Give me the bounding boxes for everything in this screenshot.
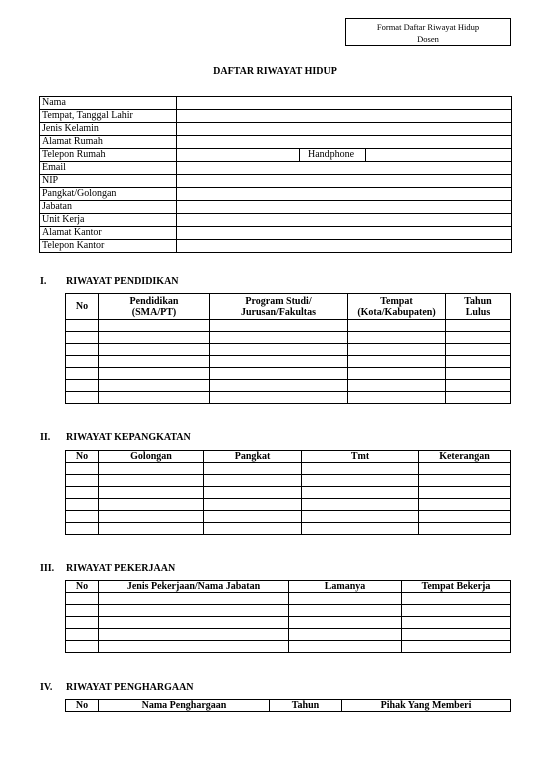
table-cell[interactable] [348,380,446,392]
table-row [66,356,511,368]
table-cell[interactable] [419,511,511,523]
biodata-row [40,97,512,110]
table-row [66,617,511,629]
section-heading-kepangkatan [40,432,191,443]
table-cell[interactable] [446,380,511,392]
table-header-row [66,451,511,463]
table-cell[interactable] [99,487,204,499]
kepangkatan-table [65,450,511,535]
biodata-row [40,201,512,214]
handphone-label: Handphone [300,149,366,162]
table-cell[interactable] [419,463,511,475]
column-header-line: (Kota/Kabupaten) [357,306,436,318]
biodata-value-field[interactable] [177,240,512,253]
biodata-row [40,110,512,123]
table-row [66,344,511,356]
table-header-row [66,700,511,712]
table-cell[interactable] [99,332,210,344]
table-cell[interactable] [99,344,210,356]
table-cell[interactable] [419,499,511,511]
biodata-value-field[interactable] [177,188,512,201]
biodata-row [40,188,512,201]
table-cell[interactable] [348,332,446,344]
table-cell[interactable] [66,320,99,332]
table-cell[interactable] [66,523,99,535]
table-cell[interactable] [99,605,289,617]
table-row [66,380,511,392]
table-row [66,368,511,380]
biodata-row [40,136,512,149]
table-cell[interactable] [446,368,511,380]
column-header: No [66,700,99,712]
form-note-line1: Format Daftar Riwayat Hidup [376,22,480,32]
column-header-line: No [75,301,89,312]
biodata-value-field[interactable] [177,214,512,227]
biodata-value-field[interactable] [177,123,512,136]
table-cell[interactable] [402,617,511,629]
table-cell[interactable] [210,344,348,356]
table-cell[interactable] [348,368,446,380]
penghargaan-table [65,699,511,712]
table-row [66,593,511,605]
column-header: Keterangan [419,451,511,463]
pekerjaan-table [65,580,511,653]
table-cell[interactable] [302,523,419,535]
biodata-label: Email [40,162,177,175]
table-cell[interactable] [302,475,419,487]
biodata-row [40,227,512,240]
biodata-label: Pangkat/Golongan [40,188,177,201]
column-header: Pangkat [204,451,302,463]
biodata-value-field[interactable] [177,175,512,188]
column-header [66,294,99,320]
table-cell[interactable] [66,368,99,380]
biodata-label: Telepon Rumah [40,149,177,162]
table-header-row [66,581,511,593]
biodata-row [40,175,512,188]
table-cell[interactable] [99,641,289,653]
table-cell[interactable] [302,499,419,511]
biodata-label: Alamat Kantor [40,227,177,240]
table-cell[interactable] [66,499,99,511]
biodata-value-field[interactable] [177,97,512,110]
table-cell[interactable] [289,641,402,653]
table-cell[interactable] [204,511,302,523]
biodata-label: Telepon Kantor [40,240,177,253]
section-number: II. [40,432,51,443]
table-cell[interactable] [210,356,348,368]
table-cell[interactable] [210,392,348,404]
biodata-value-field[interactable] [177,201,512,214]
table-cell[interactable] [402,593,511,605]
table-cell[interactable] [289,593,402,605]
section-heading-pendidikan [40,276,179,287]
table-cell[interactable] [66,332,99,344]
table-cell[interactable] [348,356,446,368]
table-row [66,475,511,487]
biodata-label: Nama [40,97,177,110]
table-cell[interactable] [99,320,210,332]
table-row [66,605,511,617]
table-cell[interactable] [446,356,511,368]
table-cell[interactable] [204,523,302,535]
table-cell[interactable] [446,392,511,404]
column-header: Nama Penghargaan [99,700,270,712]
column-header: Golongan [99,451,204,463]
table-cell[interactable] [99,463,204,475]
table-cell[interactable] [99,392,210,404]
biodata-row [40,214,512,227]
column-header: Lamanya [289,581,402,593]
table-cell[interactable] [66,605,99,617]
column-header: No [66,451,99,463]
table-cell[interactable] [446,332,511,344]
biodata-value-field[interactable] [177,227,512,240]
section-heading-penghargaan [40,682,194,693]
table-row [66,641,511,653]
table-row [66,511,511,523]
biodata-label: Alamat Rumah [40,136,177,149]
biodata-row [40,123,512,136]
column-header-line: Jurusan/Fakultas [240,306,317,318]
table-cell[interactable] [210,332,348,344]
form-note-line2: Dosen [417,34,439,44]
section-number: IV. [40,682,53,693]
table-cell[interactable] [99,499,204,511]
table-cell[interactable] [66,617,99,629]
biodata-label: Unit Kerja [40,214,177,227]
table-cell[interactable] [210,380,348,392]
table-cell[interactable] [348,320,446,332]
table-row [66,332,511,344]
table-cell[interactable] [419,487,511,499]
column-header [99,294,210,320]
column-header [210,294,348,320]
table-cell[interactable] [210,368,348,380]
biodata-value-field[interactable] [177,136,512,149]
table-cell[interactable] [99,629,289,641]
handphone-value-field[interactable] [366,149,512,162]
table-row [66,499,511,511]
table-cell[interactable] [66,380,99,392]
table-cell[interactable] [66,641,99,653]
table-cell[interactable] [204,499,302,511]
table-cell[interactable] [289,629,402,641]
table-cell[interactable] [210,320,348,332]
biodata-value-field[interactable] [177,110,512,123]
column-header: Jenis Pekerjaan/Nama Jabatan [99,581,289,593]
table-cell[interactable] [204,463,302,475]
table-cell[interactable] [446,344,511,356]
table-cell[interactable] [402,641,511,653]
table-cell[interactable] [302,511,419,523]
table-cell[interactable] [66,511,99,523]
column-header [446,294,511,320]
column-header: No [66,581,99,593]
section-title: RIWAYAT KEPANGKATAN [66,432,191,443]
biodata-row [40,240,512,253]
biodata-value-field[interactable] [177,162,512,175]
biodata-row [40,162,512,175]
biodata-label: Tempat, Tanggal Lahir [40,110,177,123]
table-cell[interactable] [99,523,204,535]
biodata-row [40,149,512,162]
column-header-line: Tahun [464,295,492,307]
table-cell[interactable] [204,475,302,487]
table-cell[interactable] [99,356,210,368]
section-title: RIWAYAT PENDIDIKAN [66,276,179,287]
column-header-line: Lulus [465,306,491,318]
table-cell[interactable] [348,392,446,404]
table-cell[interactable] [419,523,511,535]
column-header: Tempat Bekerja [402,581,511,593]
section-title: RIWAYAT PENGHARGAAN [66,682,194,693]
biodata-label: NIP [40,175,177,188]
table-cell[interactable] [66,629,99,641]
table-cell[interactable] [66,487,99,499]
section-number: I. [40,276,47,287]
table-cell[interactable] [204,487,302,499]
table-row [66,523,511,535]
table-cell[interactable] [289,605,402,617]
table-cell[interactable] [99,475,204,487]
table-cell[interactable] [99,593,289,605]
table-cell[interactable] [99,511,204,523]
document-title: DAFTAR RIWAYAT HIDUP [213,66,337,77]
biodata-table [39,96,512,253]
table-cell[interactable] [99,368,210,380]
table-cell[interactable] [419,475,511,487]
column-header: Pihak Yang Memberi [342,700,511,712]
column-header-line: (SMA/PT) [131,306,177,318]
table-header-row [66,294,511,320]
table-row [66,487,511,499]
table-cell[interactable] [348,344,446,356]
pendidikan-table [65,293,511,404]
table-cell[interactable] [402,629,511,641]
column-header: Tahun [270,700,342,712]
table-cell[interactable] [66,344,99,356]
table-cell[interactable] [66,593,99,605]
biodata-label: Jabatan [40,201,177,214]
table-cell[interactable] [66,392,99,404]
column-header-line: Tempat [380,295,413,307]
table-cell[interactable] [446,320,511,332]
table-cell[interactable] [66,475,99,487]
table-row [66,320,511,332]
table-row [66,392,511,404]
section-number: III. [40,563,55,574]
table-cell[interactable] [402,605,511,617]
table-row [66,629,511,641]
biodata-label: Jenis Kelamin [40,123,177,136]
column-header-line: Pendidikan [129,295,179,307]
table-cell[interactable] [99,380,210,392]
column-header [348,294,446,320]
table-row [66,463,511,475]
table-cell[interactable] [302,463,419,475]
section-heading-pekerjaan [40,563,175,574]
table-cell[interactable] [302,487,419,499]
table-cell[interactable] [66,356,99,368]
biodata-value-field[interactable] [177,149,300,162]
table-cell[interactable] [99,617,289,629]
column-header-line: Program Studi/ [245,295,312,307]
table-cell[interactable] [289,617,402,629]
table-cell[interactable] [66,463,99,475]
section-title: RIWAYAT PEKERJAAN [66,563,176,574]
form-format-note [345,18,511,46]
column-header: Tmt [302,451,419,463]
